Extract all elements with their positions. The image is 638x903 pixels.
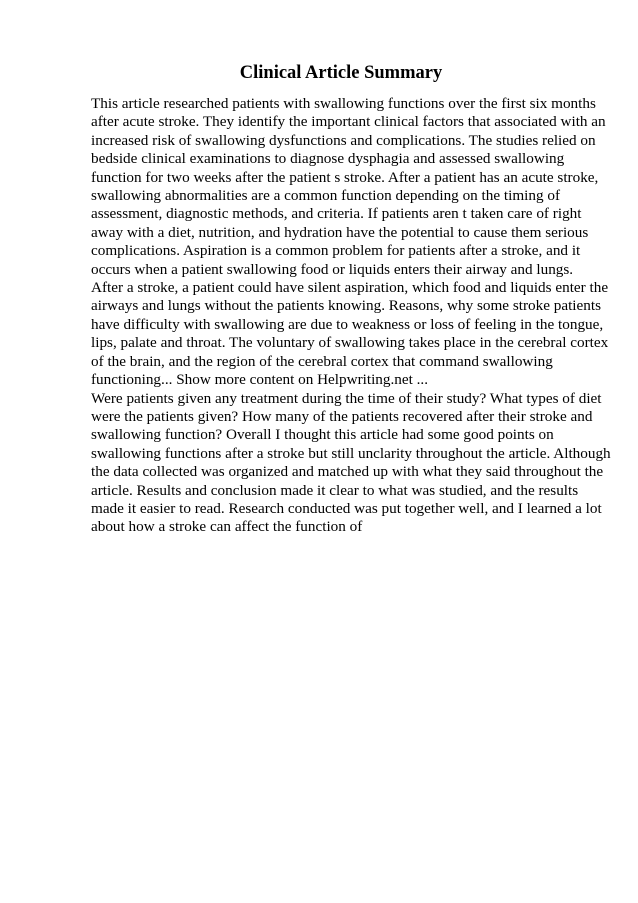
document-title: Clinical Article Summary bbox=[239, 63, 443, 83]
text-line: away with a diet, nutrition, and hydration have the potential to cause them serious bbox=[91, 223, 589, 241]
document-body bbox=[91, 95, 611, 537]
text-line: complications. Aspiration is a common problem for patients after a stroke, and it bbox=[91, 242, 581, 260]
text-line: occurs when a patient swallowing food or liquids enters their airway and lungs. bbox=[91, 260, 574, 278]
text-line: bedside clinical examinations to diagnose dysphagia and assessed swallowing bbox=[91, 150, 565, 168]
text-line: after acute stroke. They identify the important clinical factors that associated with an bbox=[91, 113, 606, 131]
text-line: After a stroke, a patient could have silent aspiration, which food and liquids enter the bbox=[91, 279, 609, 297]
text-line: lips, palate and throat. The voluntary of swallowing takes place in the cerebral cortex bbox=[91, 334, 609, 352]
text-line: swallowing abnormalities are a common function depending on the timing of bbox=[91, 187, 561, 205]
text-line: swallowing functions after a stroke but still unclarity throughout the article. Although bbox=[91, 444, 611, 462]
text-line: were the patients given? How many of the patients recovered after their stroke and bbox=[91, 407, 593, 425]
text-line: made it easier to read. Research conducted was put together well, and I learned a lot bbox=[91, 499, 602, 517]
text-line: about how a stroke can affect the function of bbox=[91, 518, 363, 536]
text-line: of the brain, and the region of the cerebral cortex that command swallowing bbox=[91, 352, 553, 370]
text-line: assessment, diagnostic methods, and criteria. If patients aren t taken care of right bbox=[91, 205, 582, 223]
text-line: Were patients given any treatment during the time of their study? What types of diet bbox=[91, 389, 602, 407]
text-line: airways and lungs without the patients knowing. Reasons, why some stroke patients bbox=[91, 297, 601, 315]
text-line: article. Results and conclusion made it clear to what was studied, and the results bbox=[91, 481, 579, 499]
text-line: the data collected was organized and matched up with what they said throughout the bbox=[91, 463, 604, 481]
text-line: function for two weeks after the patient s stroke. After a patient has an acute stroke, bbox=[91, 168, 599, 186]
text-line: increased risk of swallowing dysfunctions and complications. The studies relied on bbox=[91, 131, 596, 149]
text-line: swallowing function? Overall I thought this article had some good points on bbox=[91, 426, 554, 444]
text-line: have difficulty with swallowing are due to weakness or loss of feeling in the tongue, bbox=[91, 315, 604, 333]
text-line: functioning... Show more content on Helpwriting.net ... bbox=[91, 371, 429, 389]
text-line: This article researched patients with swallowing functions over the first six months bbox=[91, 95, 596, 112]
